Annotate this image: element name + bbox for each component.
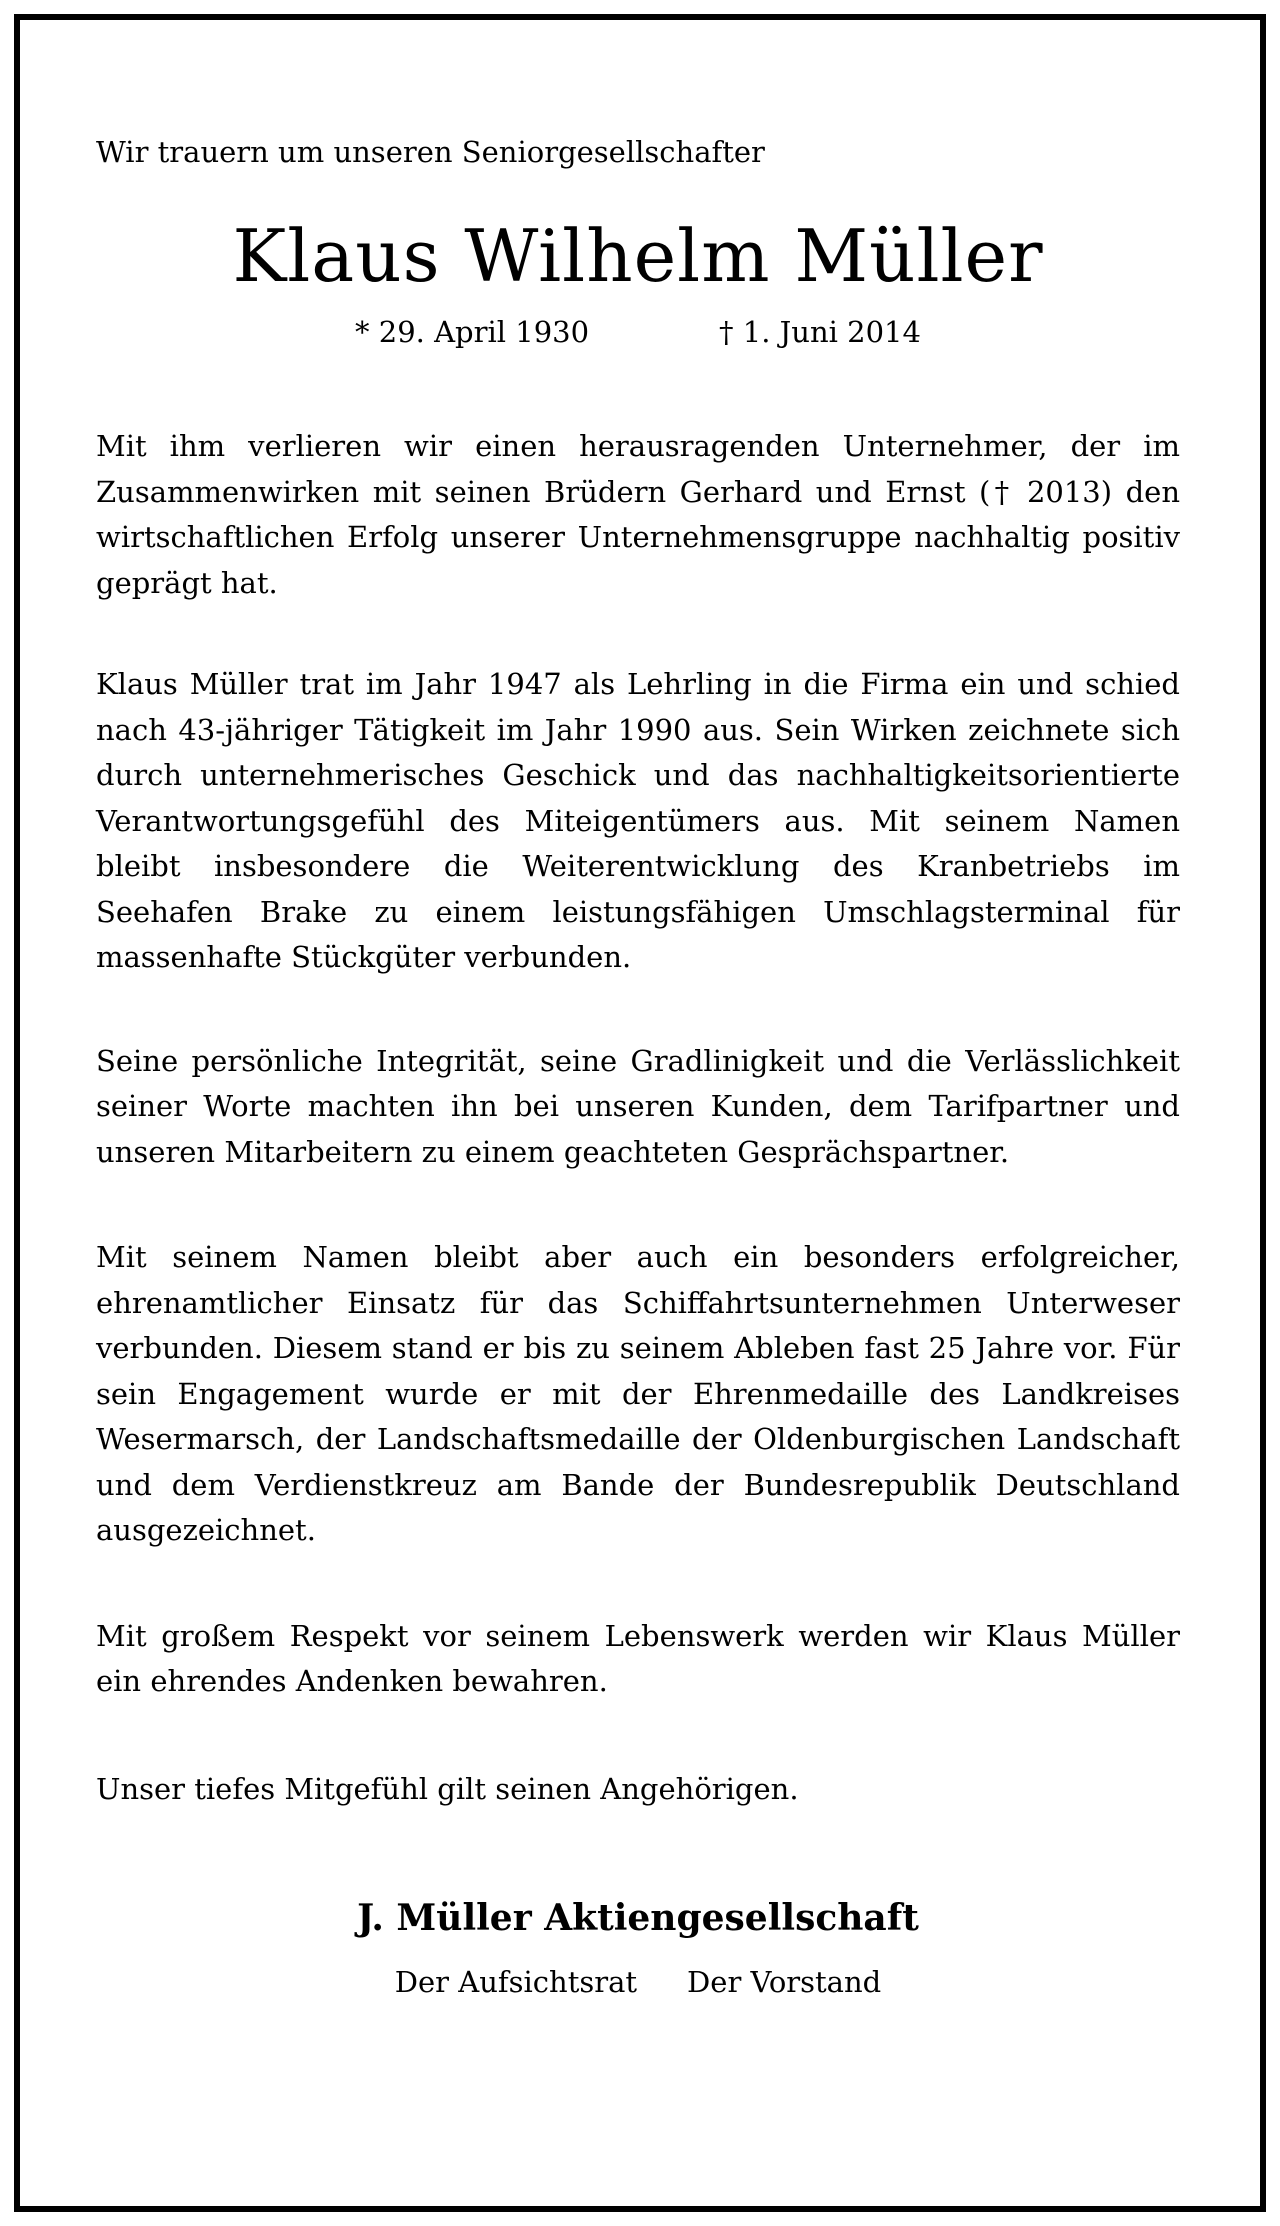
deceased-name: Klaus Wilhelm Müller xyxy=(232,214,1044,298)
death-date: † 1. Juni 2014 xyxy=(719,315,921,349)
supervisory-board: Der Aufsichtsrat xyxy=(394,1965,638,1999)
birth-date: * 29. April 1930 xyxy=(355,315,590,349)
life-dates xyxy=(96,312,1180,352)
paragraph-career: Klaus Müller trat im Jahr 1947 als Lehrling in die Firma ein und schied nach 43-jähriger Tätigkeit im Jahr 1990 aus. Sein Wirken zeichnete sich durch unternehmerisches Geschick und das nachhaltigkeitsorientierte Verantwortungsgefühl des Miteigentümers aus. Mit seinem Namen bleibt insbesondere die Weiterentwicklung des Kranbetriebs im Seehafen Brake zu einem leistungsfähigen Umschlagsterminal für massenhafte Stückgüter verbunden. xyxy=(96,667,1180,974)
paragraph-character: Seine persönliche Integrität, seine Gradlinigkeit und die Verlässlichkeit seiner Worte machten ihn bei unseren Kunden, dem Tarifpartner und unseren Mitarbeitern zu einem geachteten Gesprächspartner. xyxy=(96,1043,1180,1169)
paragraph-honors: Mit seinem Namen bleibt aber auch ein besonders erfolgreicher, ehrenamtlicher Einsatz für das Schiffahrtsunternehmen Unterweser verbunden. Diesem stand er bis zu seinem Ableben fast 25 Jahre vor. Für sein Engagement wurde er mit der Ehrenmedaille des Landkreises Wesermarsch, der Landschaftsmedaille der Oldenburgischen Landschaft und dem Verdienstkreuz am Bande der Bundesrepublik Deutschland ausgezeichnet. xyxy=(96,1240,1180,1547)
paragraph-condolence: Unser tiefes Mitgefühl gilt seinen Angehörigen. xyxy=(96,1771,799,1806)
intro-line: Wir trauern um unseren Seniorgesellschafter xyxy=(96,135,765,169)
paragraph-tribute: Mit ihm verlieren wir einen herausragenden Unternehmer, der im Zusammenwirken mit seinen Brüdern Gerhard und Ernst († 2013) den wirtschaftlichen Erfolg unserer Unternehmensgruppe nachhaltig positiv geprägt hat. xyxy=(96,429,1180,600)
company-signature: J. Müller Aktiengesellschaft xyxy=(357,1897,919,1939)
obituary-notice xyxy=(14,14,1266,2212)
board-signatures xyxy=(96,1962,1180,2002)
obituary-content xyxy=(96,130,1180,2002)
paragraph-remembrance: Mit großem Respekt vor seinem Lebenswerk werden wir Klaus Müller ein ehrendes Andenken bewahren. xyxy=(96,1618,1180,1698)
executive-board: Der Vorstand xyxy=(687,1965,882,1999)
